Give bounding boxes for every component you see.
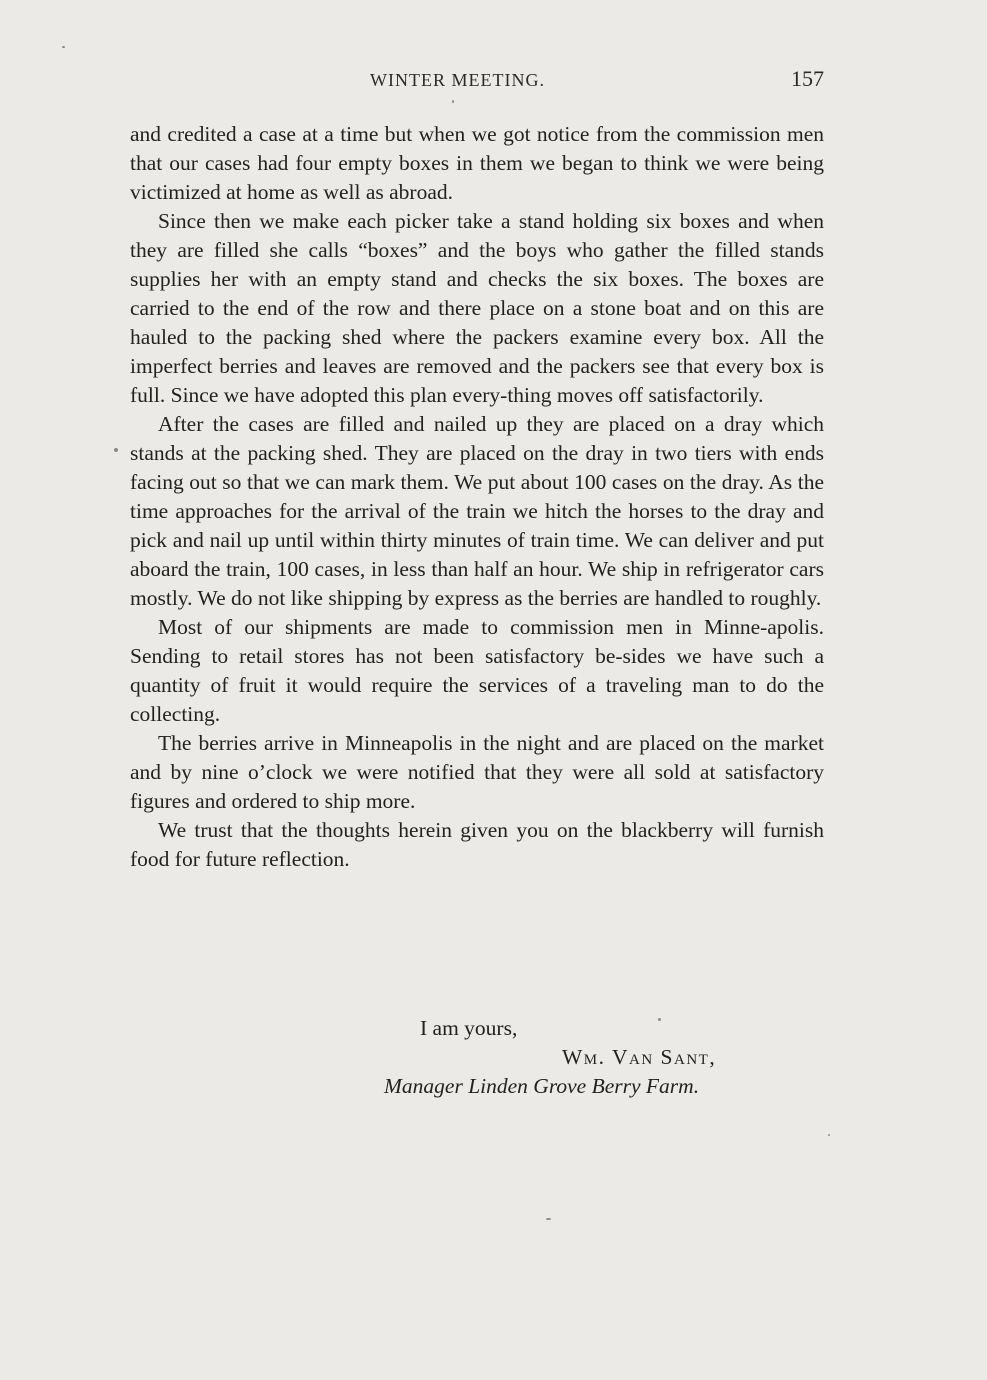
paper-speck: [114, 448, 118, 452]
letter-closing: [130, 1014, 824, 1101]
paper-speck: [452, 100, 454, 103]
salutation: I am yours,: [420, 1016, 518, 1040]
running-title: WINTER MEETING.: [370, 70, 545, 90]
page-header: [130, 66, 824, 100]
paper-speck: [658, 1018, 661, 1021]
paragraph-market-arrival: The berries arrive in Minneapolis in the night and are placed on the market and by nine o’clock we were notified that they were all sold at satisfactory figures and ordered to ship more.: [130, 731, 824, 813]
paragraph-dray-loading: After the cases are filled and nailed up they are placed on a dray which stands at the packing shed. They are placed on the dray in two tiers with ends facing out so that we can mark them. We put about 100 cases on the dray. As the time approaches for the arrival of the train we hitch the horses to the dray and pick and nail up until within thirty minutes of train time. We can deliver and put aboard the train, 100 cases, in less than half an hour. We ship in refrigerator cars mostly. We do not like shipping by express as the berries are handled to roughly.: [130, 412, 824, 610]
signer-name: Wm. Van Sant,: [562, 1045, 717, 1069]
paragraph-conclusion: We trust that the thoughts herein given you on the blackberry will furnish food for future reflection.: [130, 818, 824, 871]
paper-speck: [546, 1218, 551, 1220]
body-text: [130, 120, 824, 874]
paper-speck: [828, 1134, 830, 1136]
paragraph-shipments: Most of our shipments are made to commission men in Minne-apolis. Sending to retail stores has not been satisfactory be-sides we have such a quantity of fruit it would require the services of a traveling man to do the collecting.: [130, 615, 824, 726]
page-number: 157: [791, 66, 824, 91]
paragraph-continued: and credited a case at a time but when we got notice from the commission men that our cases had four empty boxes in them we began to think we were being victimized at home as well as abroad.: [130, 122, 824, 204]
signer-title: Manager Linden Grove Berry Farm.: [384, 1074, 700, 1098]
paragraph-picker-stands: Since then we make each picker take a stand holding six boxes and when they are filled she calls “boxes” and the boys who gather the filled stands supplies her with an empty stand and checks the six boxes. The boxes are carried to the end of the row and there place on a stone boat and on this are hauled to the packing shed where the packers examine every box. All the imperfect berries and leaves are removed and the packers see that every box is full. Since we have adopted this plan every-thing moves off satisfactorily.: [130, 209, 824, 407]
paper-speck: [62, 46, 65, 48]
